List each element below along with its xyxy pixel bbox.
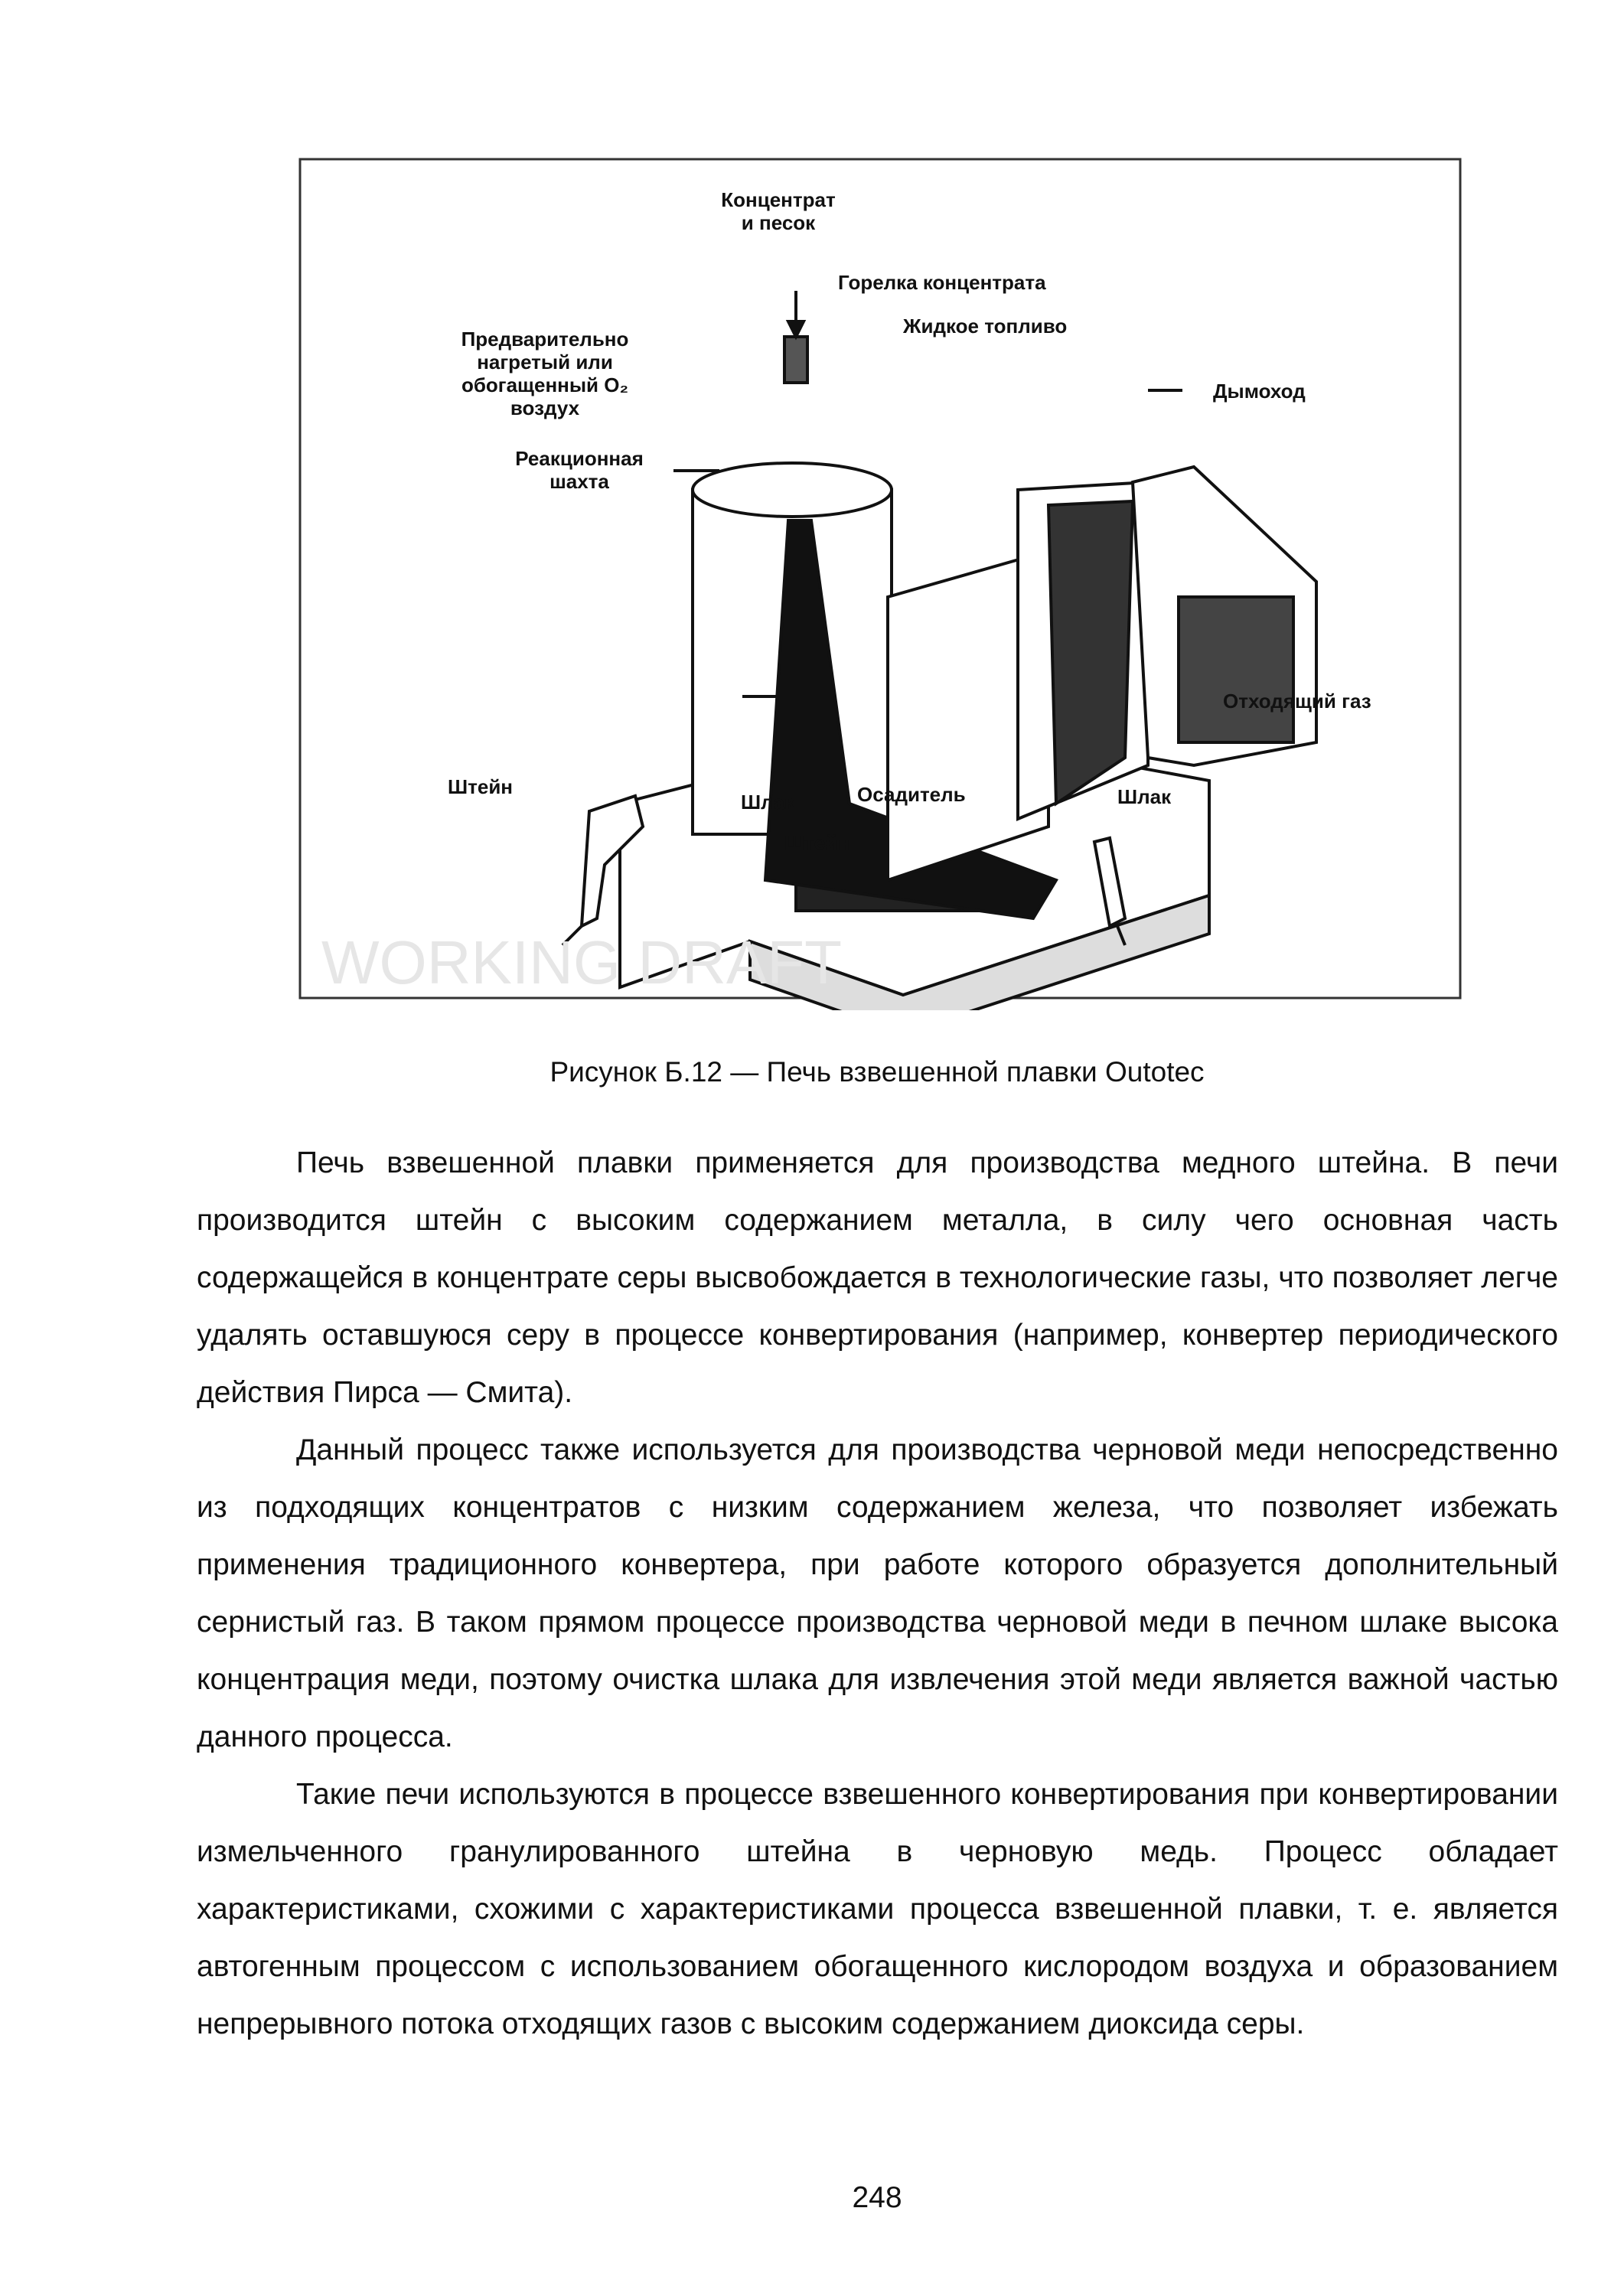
label-air-3: обогащенный O₂ bbox=[461, 373, 629, 396]
label-matte-mid: Штейн bbox=[784, 831, 850, 854]
figure-caption: Рисунок Б.12 — Печь взвешенной плавки Outotec bbox=[549, 1056, 1205, 1088]
paragraph: Данный процесс также используется для производства черновой меди непосредственно из подходящих концентратов с низким содержанием железа, что позволяет избежать применения традиционного конвертера, при работе которого образуется дополнительный сернистый газ. В таком прямом процессе производства черновой меди в печном шлаке высока концентрация меди, поэтому очистка шлака для извлечения этой меди является важной частью данного процесса. bbox=[197, 1433, 1558, 1753]
paragraph: Такие печи используются в процессе взвешенного конвертирования при конвертировании измельченного гранулированного штейна в черновую медь. Процесс обладает характеристиками, схожими с характеристиками процесса взвешенной плавки, т. е. является автогенным процессом с использованием обогащенного кислородом воздуха и образованием непрерывного потока отходящих газов с высоким содержанием диоксида серы. bbox=[197, 1778, 1558, 2040]
label-sand: и песок bbox=[741, 211, 816, 234]
label-burner: Горелка концентрата bbox=[838, 271, 1046, 294]
label-settler: Осадитель bbox=[857, 783, 966, 806]
page-number: 248 bbox=[852, 2181, 902, 2214]
label-air-2: нагретый или bbox=[477, 351, 613, 373]
label-fuel: Жидкое топливо bbox=[903, 315, 1068, 338]
furnace-figure bbox=[0, 0, 1624, 1010]
label-slag-mid: Шлак bbox=[741, 791, 795, 814]
label-offgas: Отходящий газ bbox=[1223, 690, 1371, 713]
label-matte-left: Штейн bbox=[448, 775, 514, 798]
label-slag-right: Шлак bbox=[1117, 785, 1172, 808]
label-concentrate: Концентрат bbox=[721, 188, 836, 211]
label-shaft-1: Реакционная bbox=[515, 447, 644, 470]
label-shaft-2: шахта bbox=[549, 470, 609, 493]
label-flue: Дымоход bbox=[1213, 380, 1306, 403]
paragraph: Печь взвешенной плавки применяется для производства медного штейна. В печи производится штейн с высоким содержанием металла, в силу чего основная часть содержащейся в концентрате серы высвобождается в технологические газы, что позволяет легче удалять оставшуюся серу в процессе конвертирования (например, конвертер периодического действия Пирса — Смита). bbox=[197, 1146, 1558, 1409]
watermark: WORKING DRAFT bbox=[321, 928, 842, 996]
body-text bbox=[197, 1134, 1558, 2053]
label-air-4: воздух bbox=[510, 396, 580, 419]
label-air-1: Предварительно bbox=[461, 328, 629, 351]
